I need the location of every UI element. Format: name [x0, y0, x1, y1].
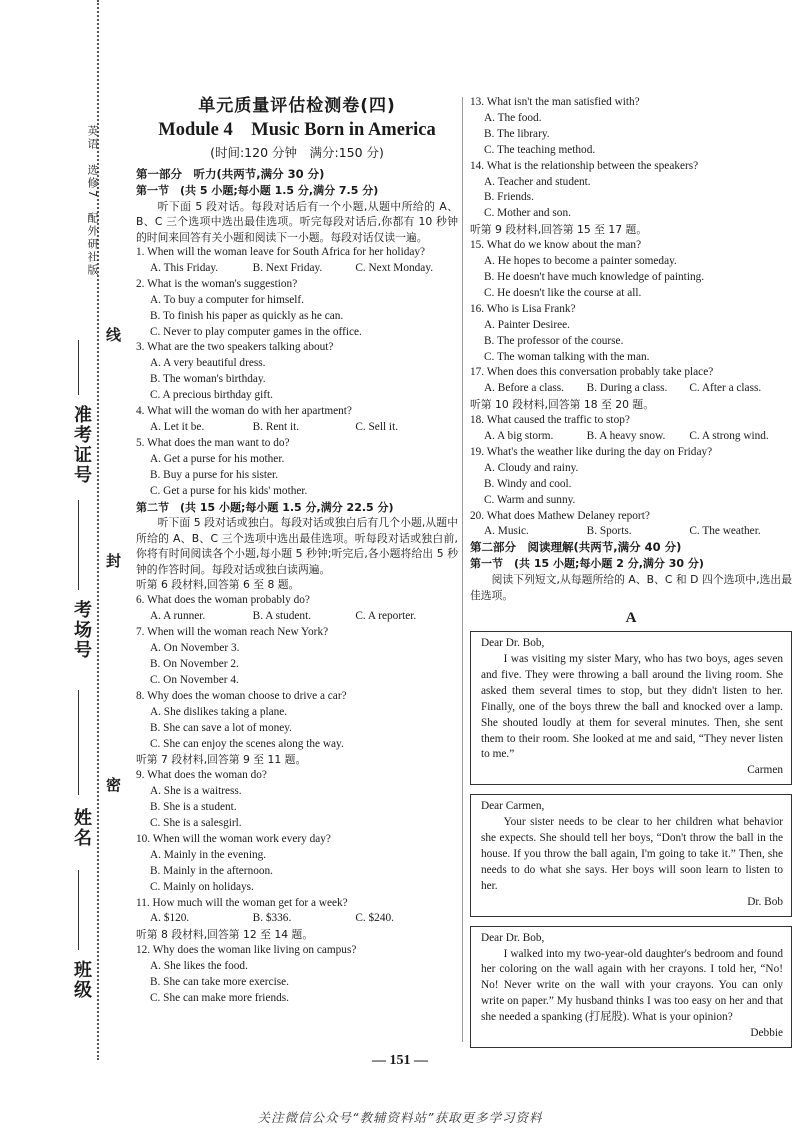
- option-c: C. Never to play computer games in the office.: [150, 325, 362, 338]
- material-9-note: 听第 9 段材料,回答第 15 至 17 题。: [470, 223, 648, 237]
- option-c: C. A reporter.: [355, 610, 417, 623]
- option-b: B. To finish his paper as quickly as he can.: [150, 309, 344, 322]
- option-c: C. She can make more friends.: [150, 992, 289, 1004]
- option-a: A. She dislikes taking a plane.: [150, 705, 288, 718]
- option-a: A. Cloudy and rainy.: [484, 461, 579, 474]
- part2-title: 第二部分 阅读理解(共两节,满分 40 分): [470, 540, 682, 555]
- question-options: [470, 381, 792, 397]
- question-options: [470, 461, 792, 509]
- option-c: C. On November 4.: [150, 673, 239, 686]
- letter-body: I was visiting my sister Mary, who has two boys, ages seven and five. They were throwing a ball around the living room. She asked them several times to stop, but they didn't listen to her. Finally, one of the boys threw the ball and knocked over a lamp. She shouted loudly at them for several minutes. Then, she sent them to their room. She looked at me and said, “They never listen to me.”: [481, 653, 783, 761]
- part2-sec1-title: 第一节 (共 15 小题;每小题 2 分,满分 30 分): [470, 557, 704, 571]
- material-6-note: 听第 6 段材料,回答第 6 至 8 题。: [136, 578, 300, 592]
- question-options: [470, 175, 792, 223]
- publisher-label: 英语 选修7 配外研社版: [86, 125, 99, 277]
- question-stem: 8. Why does the woman choose to drive a car?: [136, 689, 347, 702]
- question-stem: 20. What does Mathew Delaney report?: [470, 509, 650, 522]
- question-item: [136, 593, 458, 625]
- option-a: A. To buy a computer for himself.: [150, 293, 304, 306]
- question-item: [470, 509, 792, 541]
- question-stem: 12. Why does the woman like living on campus?: [136, 944, 357, 957]
- left-column: [136, 95, 458, 1007]
- part1-sec1-title: 第一节 (共 5 小题;每小题 1.5 分,满分 7.5 分): [136, 183, 379, 197]
- question-options: [470, 429, 792, 445]
- option-b: B. On November 2.: [150, 657, 239, 670]
- option-b: B. Buy a purse for his sister.: [150, 468, 279, 481]
- option-c: C. She can enjoy the scenes along the way.: [150, 737, 344, 750]
- question-item: [136, 245, 458, 277]
- question-stem: 4. What will the woman do with her apartment?: [136, 405, 352, 418]
- field-rule: [78, 870, 79, 950]
- option-b: B. Friends.: [484, 191, 534, 204]
- option-a: A. A runner.: [150, 610, 206, 623]
- line-mark: 线: [106, 322, 121, 347]
- column-separator: [462, 97, 463, 1042]
- question-stem: 6. What does the woman probably do?: [136, 594, 310, 607]
- field-rule: [78, 340, 79, 395]
- question-options: [136, 784, 458, 832]
- option-c: C. $240.: [355, 912, 394, 925]
- question-stem: 14. What is the relationship between the speakers?: [470, 159, 699, 172]
- field-rule: [78, 690, 79, 795]
- question-item: [136, 625, 458, 689]
- question-options: [136, 420, 458, 436]
- option-a: A. She likes the food.: [150, 960, 248, 973]
- option-a: A. Teacher and student.: [484, 175, 591, 188]
- question-options: [136, 609, 458, 625]
- question-item: [136, 896, 458, 928]
- question-options: [136, 705, 458, 753]
- passage-label: A: [625, 610, 637, 627]
- question-item: [470, 413, 792, 445]
- question-item: [136, 404, 458, 436]
- option-a: A. Mainly in the evening.: [150, 848, 267, 861]
- option-c: C. Mother and son.: [484, 207, 571, 220]
- option-a: A. Before a class.: [484, 382, 564, 395]
- question-item: [136, 689, 458, 753]
- question-stem: 7. When will the woman reach New York?: [136, 626, 329, 639]
- question-stem: 2. What is the woman's suggestion?: [136, 277, 298, 290]
- material-8-note: 听第 8 段材料,回答第 12 至 14 题。: [136, 928, 314, 942]
- letter-box: [470, 926, 792, 1048]
- option-b: B. A heavy snow.: [586, 430, 666, 443]
- option-c: C. A precious birthday gift.: [150, 389, 273, 402]
- part1-title: 第一部分 听力(共两节,满分 30 分): [136, 166, 325, 181]
- option-a: A. Get a purse for his mother.: [150, 452, 285, 465]
- question-item: [470, 445, 792, 509]
- question-stem: 13. What isn't the man satisfied with?: [470, 96, 640, 108]
- question-options: [136, 261, 458, 277]
- option-c: C. Sell it.: [355, 421, 399, 433]
- option-a: A. $120.: [150, 912, 190, 925]
- letter-greeting: Dear Carmen,: [481, 800, 545, 813]
- question-item: [136, 943, 458, 1007]
- letter-signature: Debbie: [750, 1027, 783, 1040]
- option-c: C. After a class.: [689, 382, 762, 395]
- field-rule: [78, 500, 79, 590]
- question-options: [470, 524, 792, 540]
- question-stem: 10. When will the woman work every day?: [136, 832, 331, 845]
- question-options: [136, 641, 458, 689]
- question-item: [470, 238, 792, 302]
- option-b: B. A student.: [252, 610, 312, 623]
- field-exam-number: 准考证号: [71, 405, 92, 485]
- seal-mark: 封: [106, 548, 121, 573]
- option-c: C. Next Monday.: [355, 261, 434, 274]
- question-item: [136, 436, 458, 500]
- question-options: [470, 318, 792, 366]
- option-c: C. Warm and sunny.: [484, 493, 576, 506]
- option-a: A. A big storm.: [484, 430, 554, 443]
- question-options: [136, 452, 458, 500]
- question-options: [470, 254, 792, 302]
- right-column: [470, 95, 792, 1057]
- question-item: [136, 340, 458, 404]
- question-item: [136, 832, 458, 896]
- question-stem: 15. What do we know about the man?: [470, 239, 642, 252]
- question-stem: 11. How much will the woman get for a week?: [136, 896, 348, 909]
- option-c: C. The teaching method.: [484, 143, 596, 156]
- question-stem: 19. What's the weather like during the day on Friday?: [470, 445, 713, 458]
- question-stem: 5. What does the man want to do?: [136, 436, 290, 449]
- option-a: A. A very beautiful dress.: [150, 357, 266, 370]
- letter-box: [470, 794, 792, 916]
- option-a: A. He hopes to become a painter someday.: [484, 255, 677, 268]
- option-b: B. Mainly in the afternoon.: [150, 864, 273, 877]
- chinese-title: 单元质量评估检测卷(四): [198, 96, 396, 116]
- option-b: B. The library.: [484, 127, 550, 140]
- letter-body: Your sister needs to be clear to her children what behavior she expects. She should tell her boys, “Don't throw the ball in the house. If you throw the ball again, I'm going to take it.” Then, she needs to do what she says. Her boys will soon learn to listen to her.: [481, 816, 783, 892]
- option-c: C. She is a salesgirl.: [150, 817, 242, 830]
- option-b: B. Rent it.: [252, 421, 300, 433]
- part1-sec2-instructions: 听下面 5 段对话或独白。每段对话或独白后有几个小题,从题中所给的 A、B、C 三个选项中选出最佳选项。听每段对话或独白前,你将有时间阅读各个小题,每小题 5 秒钟;听完后,各小题将给出 5 秒钟的作答时间。每段对话或独白读两遍。: [136, 516, 458, 576]
- option-b: B. Sports.: [586, 525, 632, 538]
- option-a: A. Let it be.: [150, 421, 205, 433]
- question-item: [470, 159, 792, 223]
- letter-body: I walked into my two-year-old daughter's bedroom and found her coloring on the wall again with her crayons. I told her, “No! No! Never write on the wall with your crayons. You can only write on paper.” My husband thinks I was too easy on her and that she needed a spanking (打屁股). What is your opinion?: [481, 947, 783, 1024]
- question-item: [470, 365, 792, 397]
- option-b: B. $336.: [252, 912, 292, 925]
- question-stem: 9. What does the woman do?: [136, 769, 267, 782]
- option-a: A. On November 3.: [150, 642, 240, 655]
- option-a: A. Painter Desiree.: [484, 318, 570, 331]
- binding-sidebar: [0, 0, 128, 1138]
- question-options: [136, 293, 458, 341]
- question-options: [136, 356, 458, 404]
- question-item: [136, 277, 458, 341]
- footer-note: 关注微信公众号“教辅资料站”获取更多学习资料: [257, 1110, 543, 1125]
- question-options: [136, 848, 458, 896]
- letter-signature: Carmen: [747, 764, 783, 777]
- option-a: A. This Friday.: [150, 261, 219, 274]
- option-b: B. During a class.: [586, 382, 668, 395]
- question-item: [470, 95, 792, 159]
- field-name: 姓名: [71, 808, 92, 848]
- module-title: Module 4 Music Born in America: [158, 119, 436, 140]
- option-b: B. She can take more exercise.: [150, 976, 289, 989]
- option-b: B. Next Friday.: [252, 261, 323, 274]
- field-room-number: 考场号: [71, 600, 92, 660]
- page-number: — 151 —: [372, 1053, 428, 1068]
- option-a: A. Music.: [484, 525, 529, 538]
- question-stem: 18. What caused the traffic to stop?: [470, 414, 630, 427]
- question-stem: 17. When does this conversation probably take place?: [470, 366, 714, 379]
- question-item: [470, 302, 792, 366]
- option-c: C. He doesn't like the course at all.: [484, 286, 642, 299]
- option-c: C. The weather.: [689, 525, 761, 538]
- option-b: B. She is a student.: [150, 801, 237, 814]
- option-c: C. Get a purse for his kids' mother.: [150, 484, 308, 497]
- question-item: [136, 768, 458, 832]
- material-7-note: 听第 7 段材料,回答第 9 至 11 题。: [136, 753, 307, 767]
- question-options: [470, 111, 792, 159]
- question-stem: 1. When will the woman leave for South Africa for her holiday?: [136, 246, 426, 259]
- letter-box: [470, 631, 792, 785]
- option-a: A. She is a waitress.: [150, 785, 242, 798]
- question-stem: 16. Who is Lisa Frank?: [470, 302, 576, 315]
- question-options: [136, 959, 458, 1007]
- option-c: C. Mainly on holidays.: [150, 880, 254, 893]
- field-class: 班级: [71, 960, 92, 1000]
- option-b: B. The woman's birthday.: [150, 373, 266, 386]
- letter-greeting: Dear Dr. Bob,: [481, 931, 545, 944]
- option-b: B. The professor of the course.: [484, 334, 624, 347]
- option-b: B. She can save a lot of money.: [150, 721, 293, 734]
- option-b: B. Windy and cool.: [484, 477, 572, 490]
- question-stem: 3. What are the two speakers talking about?: [136, 341, 334, 354]
- secret-mark: 密: [106, 772, 121, 797]
- letter-greeting: Dear Dr. Bob,: [481, 637, 545, 650]
- exam-info: (时间:120 分钟 满分:150 分): [210, 144, 384, 160]
- option-b: B. He doesn't have much knowledge of painting.: [484, 270, 705, 283]
- option-c: C. A strong wind.: [689, 430, 769, 443]
- material-10-note: 听第 10 段材料,回答第 18 至 20 题。: [470, 398, 655, 412]
- question-options: [136, 911, 458, 927]
- letter-signature: Dr. Bob: [747, 895, 783, 908]
- part1-sec2-title: 第二节 (共 15 小题;每小题 1.5 分,满分 22.5 分): [136, 500, 394, 514]
- part2-sec1-instructions: 阅读下列短文,从每题所给的 A、B、C 和 D 四个选项中,选出最佳选项。: [470, 573, 792, 602]
- part1-sec1-instructions: 听下面 5 段对话。每段对话后有一个小题,从题中所给的 A、B、C 三个选项中选出最佳选项。听完每段对话后,你都有 10 秒钟的时间来回答有关小题和阅读下一小题。每段对话仅读一遍。: [136, 199, 458, 244]
- option-a: A. The food.: [484, 111, 542, 124]
- option-c: C. The woman talking with the man.: [484, 350, 650, 363]
